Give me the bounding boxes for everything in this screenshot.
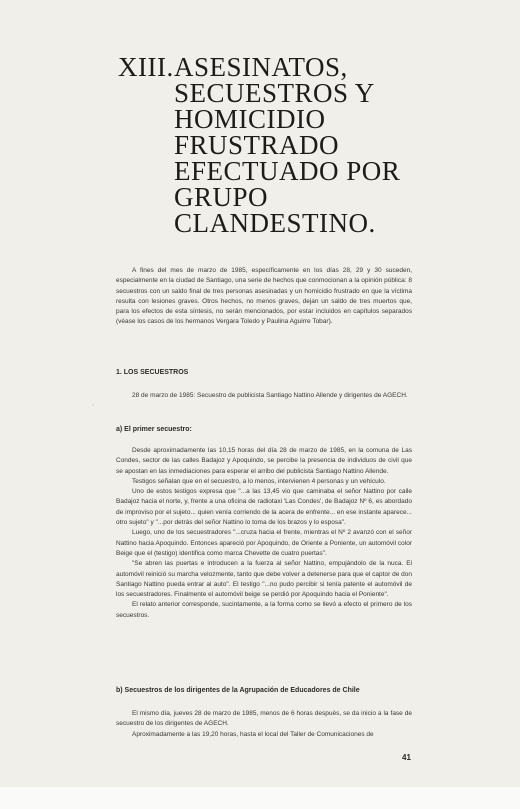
subsection-a-heading: a) El primer secuestro: — [116, 426, 192, 433]
subsection-a-body — [116, 446, 412, 621]
paragraph: Uno de estos testigos expresa que "...a las 13,45 vio que caminaba el señor Nattino por calle Badajoz hacia el norte, y, frente a una oficina de radiotaxi 'Las Condes', de Badajoz Nº 6, es abordado de improviso por el sujeto... quien venía corriendo de la acera de enfrente... en ese instante aparece... otro sujeto" y "...por detrás del señor Nattino lo toma de los brazos y lo esposa". — [116, 488, 412, 527]
chapter-title — [174, 54, 474, 236]
subsection-b-body — [116, 709, 412, 740]
paragraph: Luego, uno de los secuestradores "...cruza hacia el frente, mientras el Nº 2 avanzó con el señor Nattino hacia Apoquindo. Entonces apareció por Apoquindo, de Oriente a Poniente, un automóvil color Beige que el (testigo) identifica como marca Chevette de cuatro puertas". — [116, 529, 412, 557]
chapter-title-line: EFECTUADO POR — [174, 156, 401, 186]
paragraph: Desde aproximadamente las 10,15 horas del día 28 de marzo de 1985, en la comuna de Las Condes, sector de las calles Badajoz y Apoquindo, se percibe la presencia de individuos de civil que se apostan en las inmediaciones para esperar el arribo del publicista Santiago Nattino Allende. — [116, 447, 412, 475]
intro-paragraph — [116, 266, 412, 328]
chapter-title-line: CLANDESTINO. — [174, 208, 376, 238]
chapter-title-line: SECUESTROS Y — [174, 78, 375, 108]
date-line-text: 28 de marzo de 1985: Secuestro de publicista Santiago Nattino Allende y dirigentes de AGECH. — [132, 392, 408, 399]
chapter-title-line: HOMICIDIO — [174, 104, 326, 134]
chapter-title-line: GRUPO — [174, 182, 269, 212]
intro-text: A fines del mes de marzo de 1985, específicamente en los días 28, 29 y 30 suceden, especialmente en la ciudad de Santiago, una serie de hechos que conmocionan a la opinión pública: 8 secuestros con un saldo final de tres personas asesinadas y un homicidio frustrado en que la víctima resulta con lesiones graves. Otros hechos, no menos graves, dejan un saldo de tres muertos que, para los efectos de esta síntesis, no serán mencionados, por estar incluidos en capítulos separados (véase los casos de los hermanos Vergara Toledo y Paulina Aguirre Tobar). — [116, 267, 412, 326]
subsection-b-heading: b) Secuestros de los dirigentes de la Agrupación de Educadores de Chile — [116, 687, 360, 694]
paragraph: El relato anterior corresponde, sucintamente, a la forma como se llevó a efecto el primero de los secuestros. — [116, 601, 412, 619]
paragraph: "Se abren las puertas e introducen a la fuerza al señor Nattino, empujándolo de la nuca. El automóvil reinició su marcha velozmente, tanto que debe volver a detenerse para que el captor de don Santiago Nattino pueda entrar al auto". El testigo "...no pudo percibir si tenía patente el automóvil de los secuestradores. Finalmente el automóvil beige se perdió por Apoquindo hacia el Poniente". — [116, 560, 412, 599]
paragraph: Aproximadamente a las 19,20 horas, hasta el local del Taller de Comunicaciones de — [132, 730, 374, 738]
margin-mark: · — [92, 402, 95, 409]
chapter-number: XIII. — [118, 52, 174, 82]
page-bottom-margin — [0, 787, 520, 809]
chapter-title-line: FRUSTRADO — [174, 130, 340, 160]
section-heading: 1. LOS SECUESTROS — [116, 369, 189, 376]
page-number: 41 — [402, 753, 411, 762]
paragraph: Testigos señalan que en el secuestro, a lo menos, intervienen 4 personas y un vehículo. — [132, 477, 386, 485]
paragraph: El mismo día, jueves 28 de marzo de 1985, menos de 6 horas después, se da inicio a la fase de secuestro de los dirigentes de AGECH. — [116, 710, 412, 728]
section-date-line — [116, 391, 412, 401]
chapter-title-line: ASESINATOS, — [174, 52, 348, 82]
